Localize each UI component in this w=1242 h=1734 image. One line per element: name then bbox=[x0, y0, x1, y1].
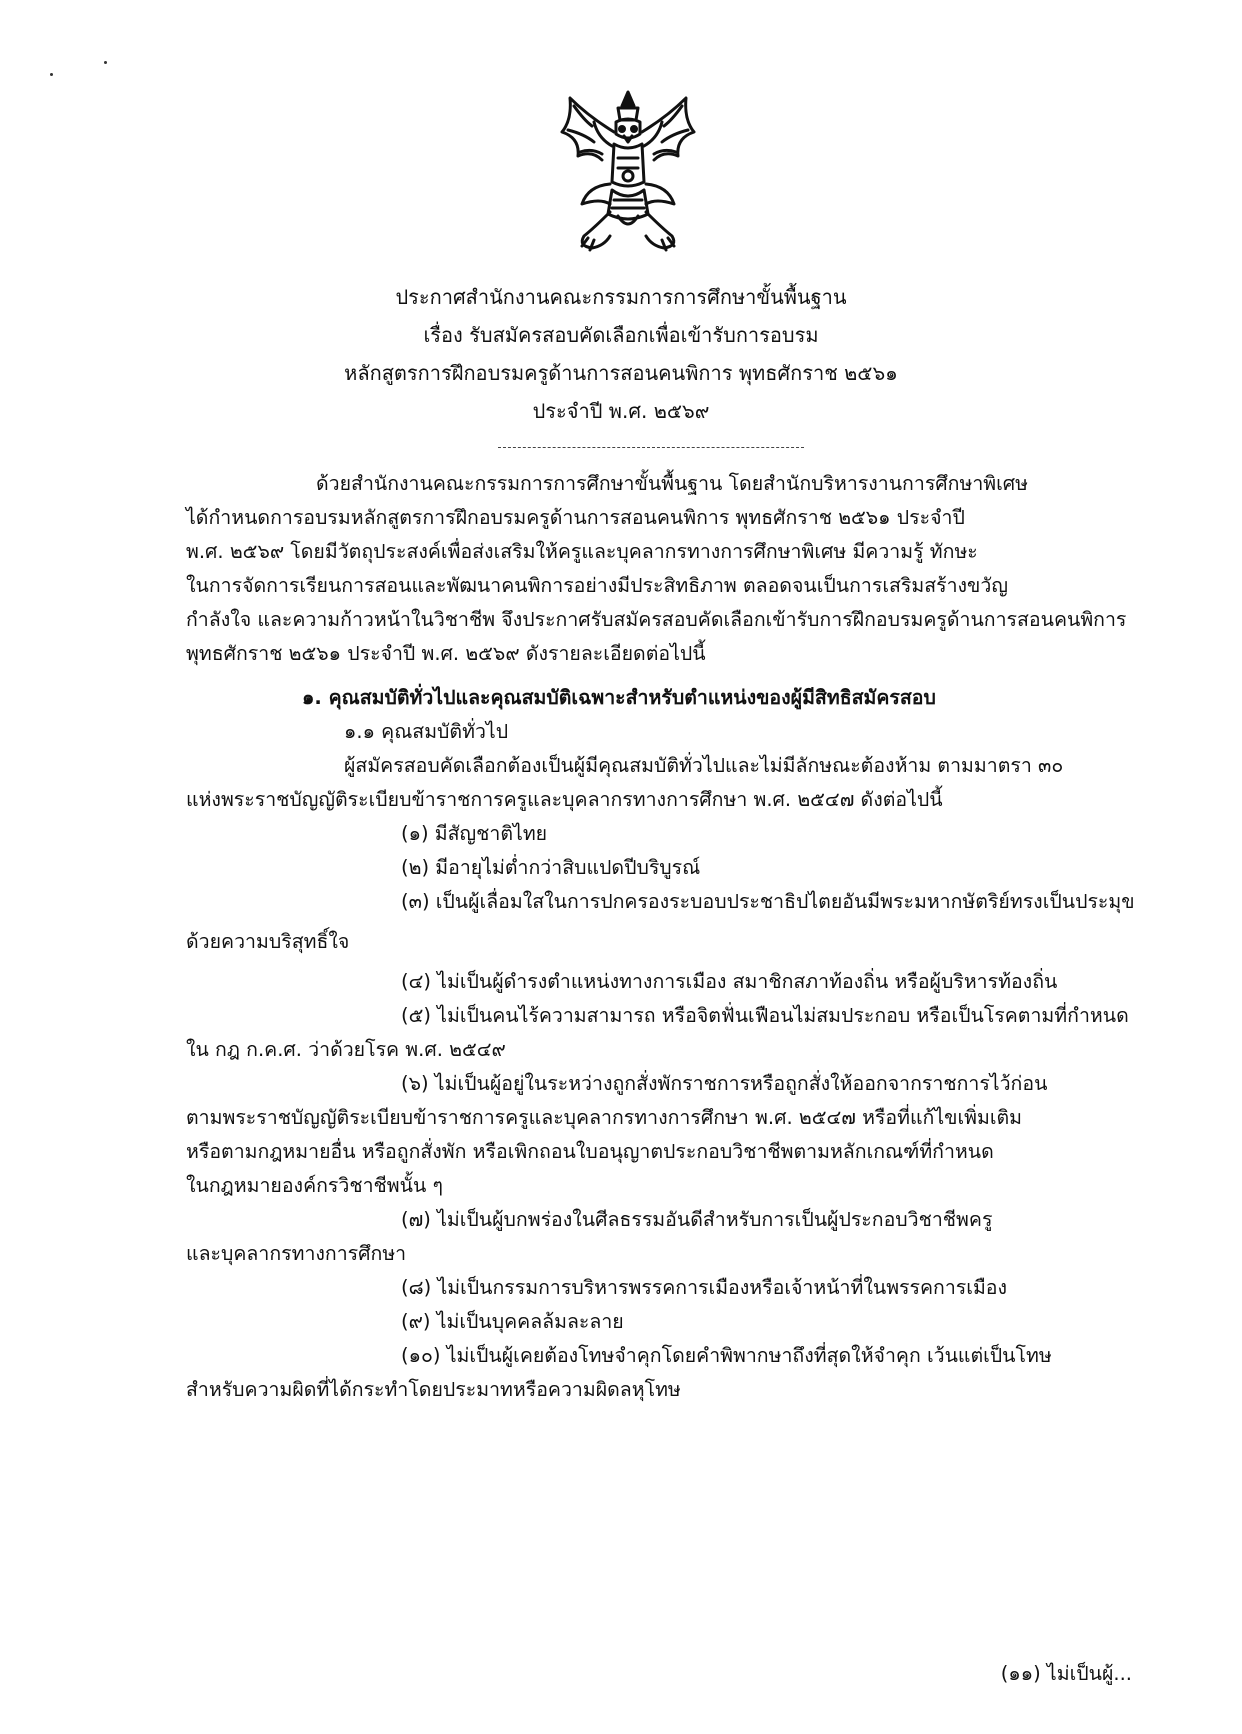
qualification-item-3: (๓) เป็นผู้เลื่อมใสในการปกครองระบอบประชาธิปไตยอันมีพระมหากษัตริย์ทรงเป็นประมุข bbox=[401, 890, 1135, 913]
intro-paragraph bbox=[186, 467, 1126, 671]
qualification-item-9: (๙) ไม่เป็นบุคคลล้มละลาย bbox=[401, 1310, 624, 1333]
title-divider bbox=[498, 447, 804, 448]
qualification-item-4: (๔) ไม่เป็นผู้ดำรงตำแหน่งทางการเมือง สมาชิกสภาท้องถิ่น หรือผู้บริหารท้องถิ่น bbox=[401, 970, 1058, 993]
title-line-3: หลักสูตรการฝึกอบรมครูด้านการสอนคนพิการ พุทธศักราช ๒๕๖๑ bbox=[344, 361, 898, 385]
qualification-item-6: (๖) ไม่เป็นผู้อยู่ในระหว่างถูกสั่งพักราชการหรือถูกสั่งให้ออกจากราชการไว้ก่อน bbox=[401, 1072, 1048, 1095]
garuda-emblem-icon bbox=[548, 86, 708, 261]
qualification-item-7-cont: และบุคลากรทางการศึกษา bbox=[186, 1242, 407, 1265]
title-line-1: ประกาศสำนักงานคณะกรรมการการศึกษาขั้นพื้นฐาน bbox=[395, 285, 847, 309]
document-body bbox=[186, 467, 1135, 1407]
qualification-item-2: (๒) มีอายุไม่ต่ำกว่าสิบแปดปีบริบูรณ์ bbox=[401, 856, 701, 879]
qualification-item-1: (๑) มีสัญชาติไทย bbox=[401, 822, 548, 845]
scan-speck bbox=[50, 73, 53, 76]
qualification-item-7: (๗) ไม่เป็นผู้บกพร่องในศีลธรรมอันดีสำหรับการเป็นผู้ประกอบวิชาชีพครู bbox=[401, 1208, 993, 1231]
qualification-item-3-cont: ด้วยความบริสุทธิ์ใจ bbox=[186, 930, 350, 953]
qualification-lead-cont: แห่งพระราชบัญญัติระเบียบข้าราชการครูและบุคลากรทางการศึกษา พ.ศ. ๒๕๔๗ ดังต่อไปนี้ bbox=[186, 788, 943, 811]
scan-speck bbox=[104, 61, 107, 64]
qualification-item-5-cont: ใน กฎ ก.ค.ศ. ว่าด้วยโรค พ.ศ. ๒๕๔๙ bbox=[186, 1038, 506, 1061]
section-1-1-heading: ๑.๑ คุณสมบัติทั่วไป bbox=[344, 720, 509, 743]
qualification-item-5: (๕) ไม่เป็นคนไร้ความสามารถ หรือจิตฟั่นเฟือนไม่สมประกอบ หรือเป็นโรคตามที่กำหนด bbox=[401, 1004, 1129, 1027]
intro-line: ในการจัดการเรียนการสอนและพัฒนาคนพิการอย่างมีประสิทธิภาพ ตลอดจนเป็นการเสริมสร้างขวัญ bbox=[186, 574, 1008, 597]
qualification-item-6-cont: ในกฎหมายองค์กรวิชาชีพนั้น ๆ bbox=[186, 1174, 443, 1197]
intro-line: ได้กำหนดการอบรมหลักสูตรการฝึกอบรมครูด้านการสอนคนพิการ พุทธศักราช ๒๕๖๑ ประจำปี bbox=[186, 506, 965, 529]
intro-line: พ.ศ. ๒๕๖๙ โดยมีวัตถุประสงค์เพื่อส่งเสริมให้ครูและบุคลากรทางการศึกษาพิเศษ มีความรู้ ทักษะ bbox=[186, 540, 978, 563]
announcement-title bbox=[0, 278, 1242, 430]
qualification-item-10-cont: สำหรับความผิดที่ได้กระทำโดยประมาทหรือความผิดลหุโทษ bbox=[186, 1378, 681, 1401]
qualification-item-10: (๑๐) ไม่เป็นผู้เคยต้องโทษจำคุกโดยคำพิพากษาถึงที่สุดให้จำคุก เว้นแต่เป็นโทษ bbox=[401, 1344, 1052, 1367]
qualification-item-8: (๘) ไม่เป็นกรรมการบริหารพรรคการเมืองหรือเจ้าหน้าที่ในพรรคการเมือง bbox=[401, 1276, 1008, 1299]
section-1-heading: ๑. คุณสมบัติทั่วไปและคุณสมบัติเฉพาะสำหรับตำแหน่งของผู้มีสิทธิสมัครสอบ bbox=[302, 686, 936, 709]
qualification-item-6-cont: ตามพระราชบัญญัติระเบียบข้าราชการครูและบุคลากรทางการศึกษา พ.ศ. ๒๕๔๗ หรือที่แก้ไขเพิ่มเติม bbox=[186, 1106, 1023, 1129]
continuation-note: (๑๑) ไม่เป็นผู้... bbox=[1000, 1662, 1132, 1685]
qualification-item-6-cont: หรือตามกฎหมายอื่น หรือถูกสั่งพัก หรือเพิกถอนใบอนุญาตประกอบวิชาชีพตามหลักเกณฑ์ที่กำหนด bbox=[186, 1140, 994, 1163]
qualification-lead: ผู้สมัครสอบคัดเลือกต้องเป็นผู้มีคุณสมบัติทั่วไปและไม่มีลักษณะต้องห้าม ตามมาตรา ๓๐ bbox=[344, 754, 1064, 777]
intro-line: กำลังใจ และความก้าวหน้าในวิชาชีพ จึงประกาศรับสมัครสอบคัดเลือกเข้ารับการฝึกอบรมครูด้านการสอนคนพิการ bbox=[186, 608, 1127, 631]
intro-line: ด้วยสำนักงานคณะกรรมการการศึกษาขั้นพื้นฐาน โดยสำนักบริหารงานการศึกษาพิเศษ bbox=[316, 472, 1029, 495]
title-line-4: ประจำปี พ.ศ. ๒๕๖๙ bbox=[532, 399, 710, 423]
title-line-2: เรื่อง รับสมัครสอบคัดเลือกเพื่อเข้ารับการอบรม bbox=[423, 323, 819, 347]
intro-line: พุทธศักราช ๒๕๖๑ ประจำปี พ.ศ. ๒๕๖๙ ดังรายละเอียดต่อไปนี้ bbox=[186, 642, 706, 665]
